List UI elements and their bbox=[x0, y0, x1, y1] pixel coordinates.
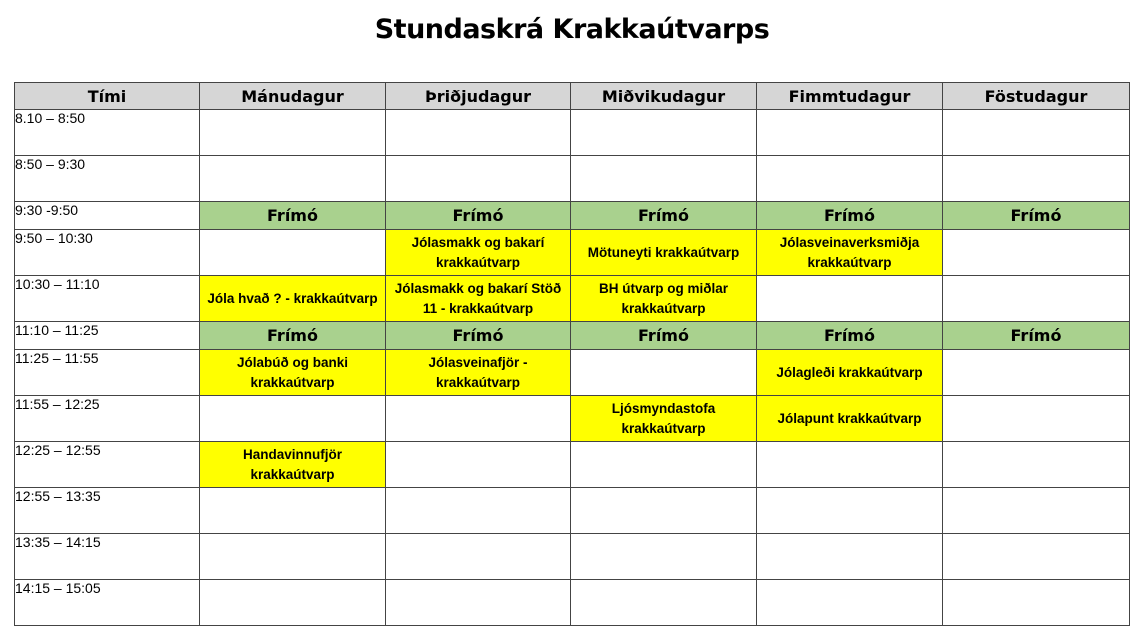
time-cell: 11:10 – 11:25 bbox=[15, 322, 200, 350]
column-header-friday: Föstudagur bbox=[943, 83, 1130, 110]
column-header-wednesday: Miðvikudagur bbox=[571, 83, 757, 110]
column-header-monday: Mánudagur bbox=[200, 83, 386, 110]
schedule-cell bbox=[386, 156, 571, 202]
event-cell: Jólapunt krakkaútvarp bbox=[757, 396, 943, 442]
time-cell: 8:50 – 9:30 bbox=[15, 156, 200, 202]
column-header-thursday: Fimmtudagur bbox=[757, 83, 943, 110]
schedule-cell bbox=[757, 488, 943, 534]
schedule-cell bbox=[757, 276, 943, 322]
schedule-cell bbox=[757, 534, 943, 580]
schedule-cell bbox=[943, 442, 1130, 488]
schedule-cell bbox=[571, 488, 757, 534]
time-cell: 10:30 – 11:10 bbox=[15, 276, 200, 322]
event-cell: Handavinnufjör krakkaútvarp bbox=[200, 442, 386, 488]
break-cell: Frímó bbox=[571, 322, 757, 350]
table-row bbox=[15, 442, 1130, 488]
schedule-cell bbox=[571, 442, 757, 488]
table-row bbox=[15, 110, 1130, 156]
schedule-cell bbox=[943, 110, 1130, 156]
schedule-cell bbox=[943, 350, 1130, 396]
schedule-cell bbox=[386, 396, 571, 442]
event-cell: Ljósmyndastofa krakkaútvarp bbox=[571, 396, 757, 442]
table-row bbox=[15, 156, 1130, 202]
event-cell: Mötuneyti krakkaútvarp bbox=[571, 230, 757, 276]
schedule-cell bbox=[571, 110, 757, 156]
table-row bbox=[15, 396, 1130, 442]
event-cell: Jólasmakk og bakarí krakkaútvarp bbox=[386, 230, 571, 276]
column-header-tuesday: Þriðjudagur bbox=[386, 83, 571, 110]
event-cell: Jólagleði krakkaútvarp bbox=[757, 350, 943, 396]
schedule-cell bbox=[571, 350, 757, 396]
time-cell: 11:25 – 11:55 bbox=[15, 350, 200, 396]
break-cell: Frímó bbox=[571, 202, 757, 230]
header-row bbox=[15, 83, 1130, 110]
break-cell: Frímó bbox=[200, 202, 386, 230]
schedule-cell bbox=[200, 156, 386, 202]
schedule-cell bbox=[200, 230, 386, 276]
schedule-cell bbox=[571, 580, 757, 626]
table-row bbox=[15, 276, 1130, 322]
table-row bbox=[15, 488, 1130, 534]
schedule-cell bbox=[200, 534, 386, 580]
break-row bbox=[15, 322, 1130, 350]
schedule-cell bbox=[757, 156, 943, 202]
break-cell: Frímó bbox=[386, 322, 571, 350]
time-cell: 9:30 -9:50 bbox=[15, 202, 200, 230]
event-cell: Jólasmakk og bakarí Stöð 11 - krakkaútvarp bbox=[386, 276, 571, 322]
table-row bbox=[15, 230, 1130, 276]
schedule-cell bbox=[386, 442, 571, 488]
time-cell: 13:35 – 14:15 bbox=[15, 534, 200, 580]
column-header-time: Tími bbox=[15, 83, 200, 110]
break-cell: Frímó bbox=[386, 202, 571, 230]
break-cell: Frímó bbox=[200, 322, 386, 350]
time-cell: 12:55 – 13:35 bbox=[15, 488, 200, 534]
schedule-cell bbox=[386, 534, 571, 580]
time-cell: 14:15 – 15:05 bbox=[15, 580, 200, 626]
schedule-cell bbox=[757, 580, 943, 626]
schedule-cell bbox=[757, 442, 943, 488]
break-cell: Frímó bbox=[757, 202, 943, 230]
table-row bbox=[15, 580, 1130, 626]
schedule-cell bbox=[943, 276, 1130, 322]
schedule-cell bbox=[386, 580, 571, 626]
event-cell: Jólasveinafjör - krakkaútvarp bbox=[386, 350, 571, 396]
break-cell: Frímó bbox=[943, 202, 1130, 230]
schedule-cell bbox=[571, 156, 757, 202]
time-cell: 12:25 – 12:55 bbox=[15, 442, 200, 488]
schedule-cell bbox=[200, 488, 386, 534]
time-cell: 8.10 – 8:50 bbox=[15, 110, 200, 156]
break-row bbox=[15, 202, 1130, 230]
event-cell: Jóla hvað ? - krakkaútvarp bbox=[200, 276, 386, 322]
schedule-cell bbox=[200, 580, 386, 626]
table-row bbox=[15, 534, 1130, 580]
schedule-cell bbox=[200, 110, 386, 156]
time-cell: 11:55 – 12:25 bbox=[15, 396, 200, 442]
page-title: Stundaskrá Krakkaútvarps bbox=[374, 14, 770, 45]
table-row bbox=[15, 350, 1130, 396]
event-cell: BH útvarp og miðlar krakkaútvarp bbox=[571, 276, 757, 322]
schedule-cell bbox=[386, 488, 571, 534]
break-cell: Frímó bbox=[943, 322, 1130, 350]
schedule-cell bbox=[386, 110, 571, 156]
schedule-cell bbox=[200, 396, 386, 442]
schedule-table bbox=[14, 82, 1130, 626]
event-cell: Jólabúð og banki krakkaútvarp bbox=[200, 350, 386, 396]
schedule-cell bbox=[571, 534, 757, 580]
schedule-cell bbox=[943, 488, 1130, 534]
schedule-cell bbox=[757, 110, 943, 156]
schedule-cell bbox=[943, 580, 1130, 626]
time-cell: 9:50 – 10:30 bbox=[15, 230, 200, 276]
event-cell: Jólasveinaverksmiðja krakkaútvarp bbox=[757, 230, 943, 276]
schedule-cell bbox=[943, 396, 1130, 442]
break-cell: Frímó bbox=[757, 322, 943, 350]
schedule-cell bbox=[943, 156, 1130, 202]
schedule-cell bbox=[943, 230, 1130, 276]
schedule-cell bbox=[943, 534, 1130, 580]
